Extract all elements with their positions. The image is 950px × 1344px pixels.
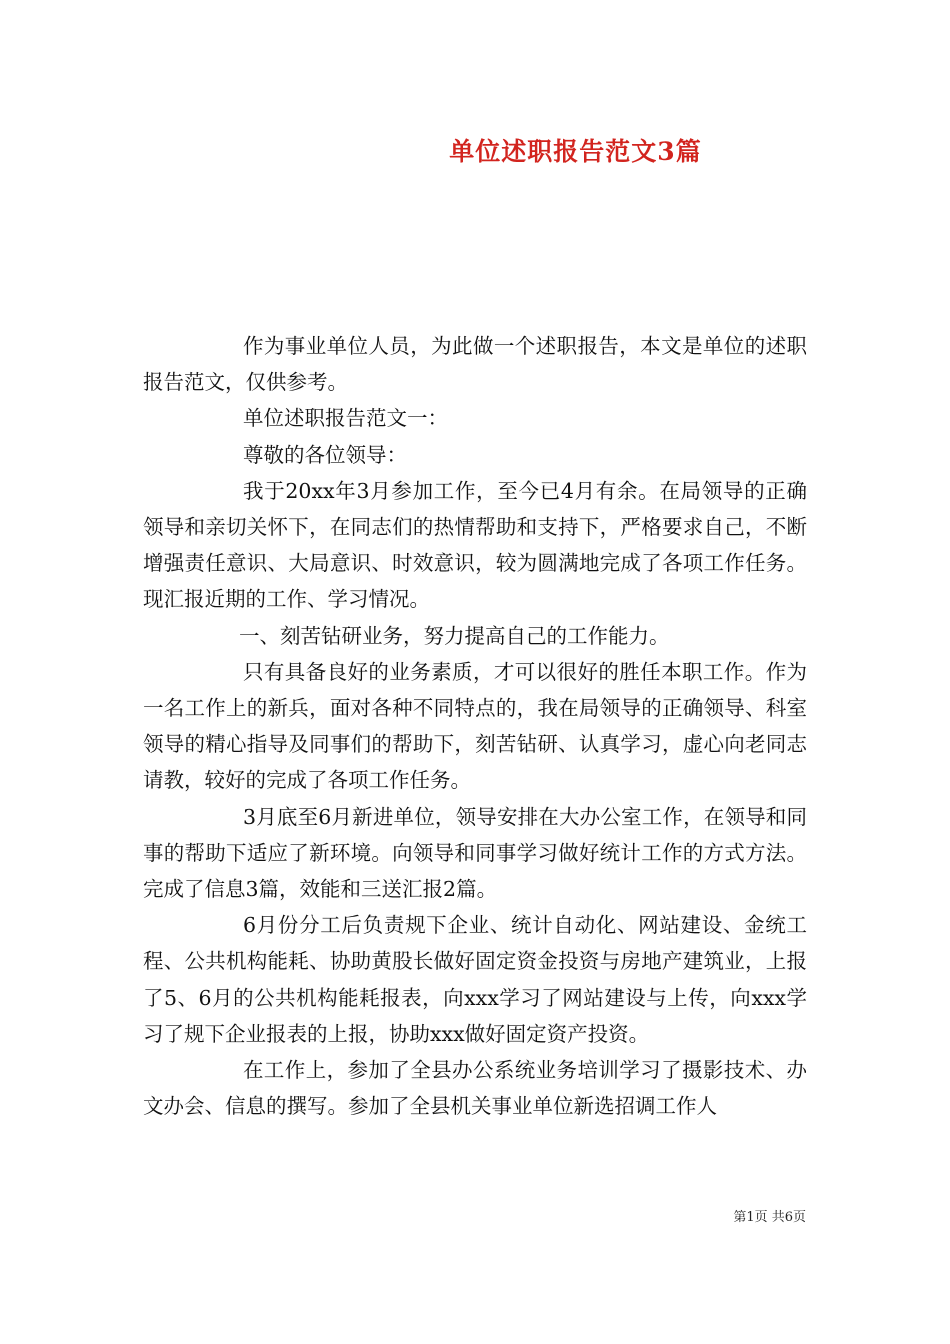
paragraph-intro: 作为事业单位人员，为此做一个述职报告，本文是单位的述职报告范文，仅供参考。	[143, 334, 807, 395]
paragraph-june-duties: 6月份分工后负责规下企业、统计自动化、网站建设、金统工程、公共机构能耗、协助黄股长做好固定资金投资与房地产建筑业，上报了5、6月的公共机构能耗报表，向xxx学习了网站建设与上传，向xxx学习了规下企业报表的上报，协助xxx做好固定资产投资。	[143, 913, 807, 1046]
paragraph-section-one-heading: 一、刻苦钻研业务，努力提高自己的工作能力。	[239, 623, 670, 648]
paragraph-new-unit: 3月底至6月新进单位，领导安排在大办公室工作，在领导和同事的帮助下适应了新环境。向领导和同事学习做好统计工作的方式方法。完成了信息3篇，效能和三送汇报2篇。	[143, 804, 807, 902]
paragraph-business-quality: 只有具备良好的业务素质，才可以很好的胜任本职工作。作为一名工作上的新兵，面对各种不同特点的，我在局领导的正确领导、科室领导的精心指导及同事们的帮助下，刻苦钻研、认真学习，虚心向老同志请教，较好的完成了各项工作任务。	[143, 659, 807, 793]
document-title: 单位述职报告范文3篇	[449, 137, 702, 166]
paragraph-training: 在工作上，参加了全县办公系统业务培训学习了摄影技术、办文办会、信息的撰写。参加了全县机关事业单位新选招调工作人	[143, 1058, 807, 1119]
paragraph-heading-sample-one: 单位述职报告范文一：	[243, 406, 448, 431]
paragraph-overview: 我于20xx年3月参加工作，至今已4月有余。在局领导的正确领导和亲切关怀下，在同志们的热情帮助和支持下，严格要求自己，不断增强责任意识、大局意识、时效意识，较为圆满地完成了各项工作任务。现汇报近期的工作、学习情况。	[143, 478, 807, 612]
paragraph-salutation: 尊敬的各位领导：	[243, 442, 407, 467]
page-number-footer: 第1页 共6页	[733, 1210, 806, 1225]
document-body	[143, 328, 807, 1124]
